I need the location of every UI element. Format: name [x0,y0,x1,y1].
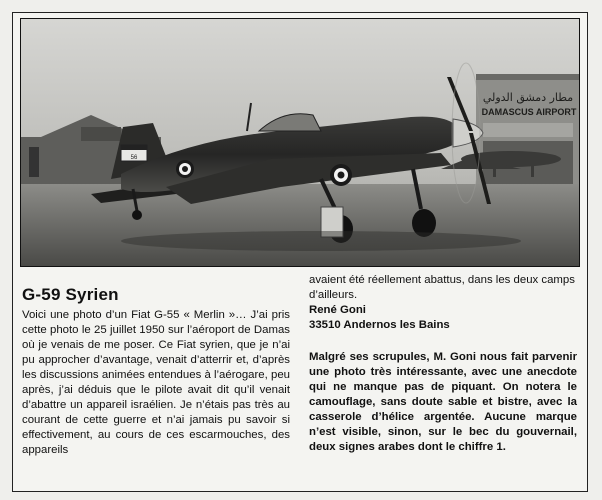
terminal-building [476,74,579,192]
author-name: René Goni [309,304,366,316]
article-body-continued: avaient été réellement abattus, dans les deux camps d’ailleurs. [309,274,575,301]
author-address: 33510 Andernos les Bains [309,319,450,331]
article-right-column [309,273,577,455]
tail-code: 56 [130,155,138,161]
editor-response: Malgré ses scrupules, M. Goni nous fait parvenir une photo très intéressante, avec une anecdote qui ne manque pas de piquant. On notera le camouflage, sans doute sable et bistre, avec la casserole d’hélice argentée. Aucune marque n’est visible, sinon, sur le bec du gouvernail, deux signes arabes dont le chiffre 1. [309,351,577,453]
latin-sign: DAMASCUS AIRPORT [481,107,577,117]
article-title: G-59 Syrien [22,285,119,304]
aircraft-photo [20,18,580,267]
photo-illustration [21,19,579,266]
author-signature [309,303,577,333]
article-body-left: Voici une photo d’un Fiat G-55 « Merlin »… J’ai pris cette photo le 25 juillet 1950 sur l’aéroport de Damas où je venais de me poser. Ce Fiat syrien, que je n’ai pu approcher d’avantage, venait d’atterrir et, d’après les discussions animées entendues à l’aérogare, peu après, j’ai déduis que le pilote avait dit qu’il venait d’abattre un appareil israélien. Je n’étais pas très au courant de cette guerre et n’ai jamais pu savoir si effectivement, au cours de ces escarmouches, des appareils [22,309,290,456]
arabic-sign: مطار دمشق الدولي [482,91,574,104]
